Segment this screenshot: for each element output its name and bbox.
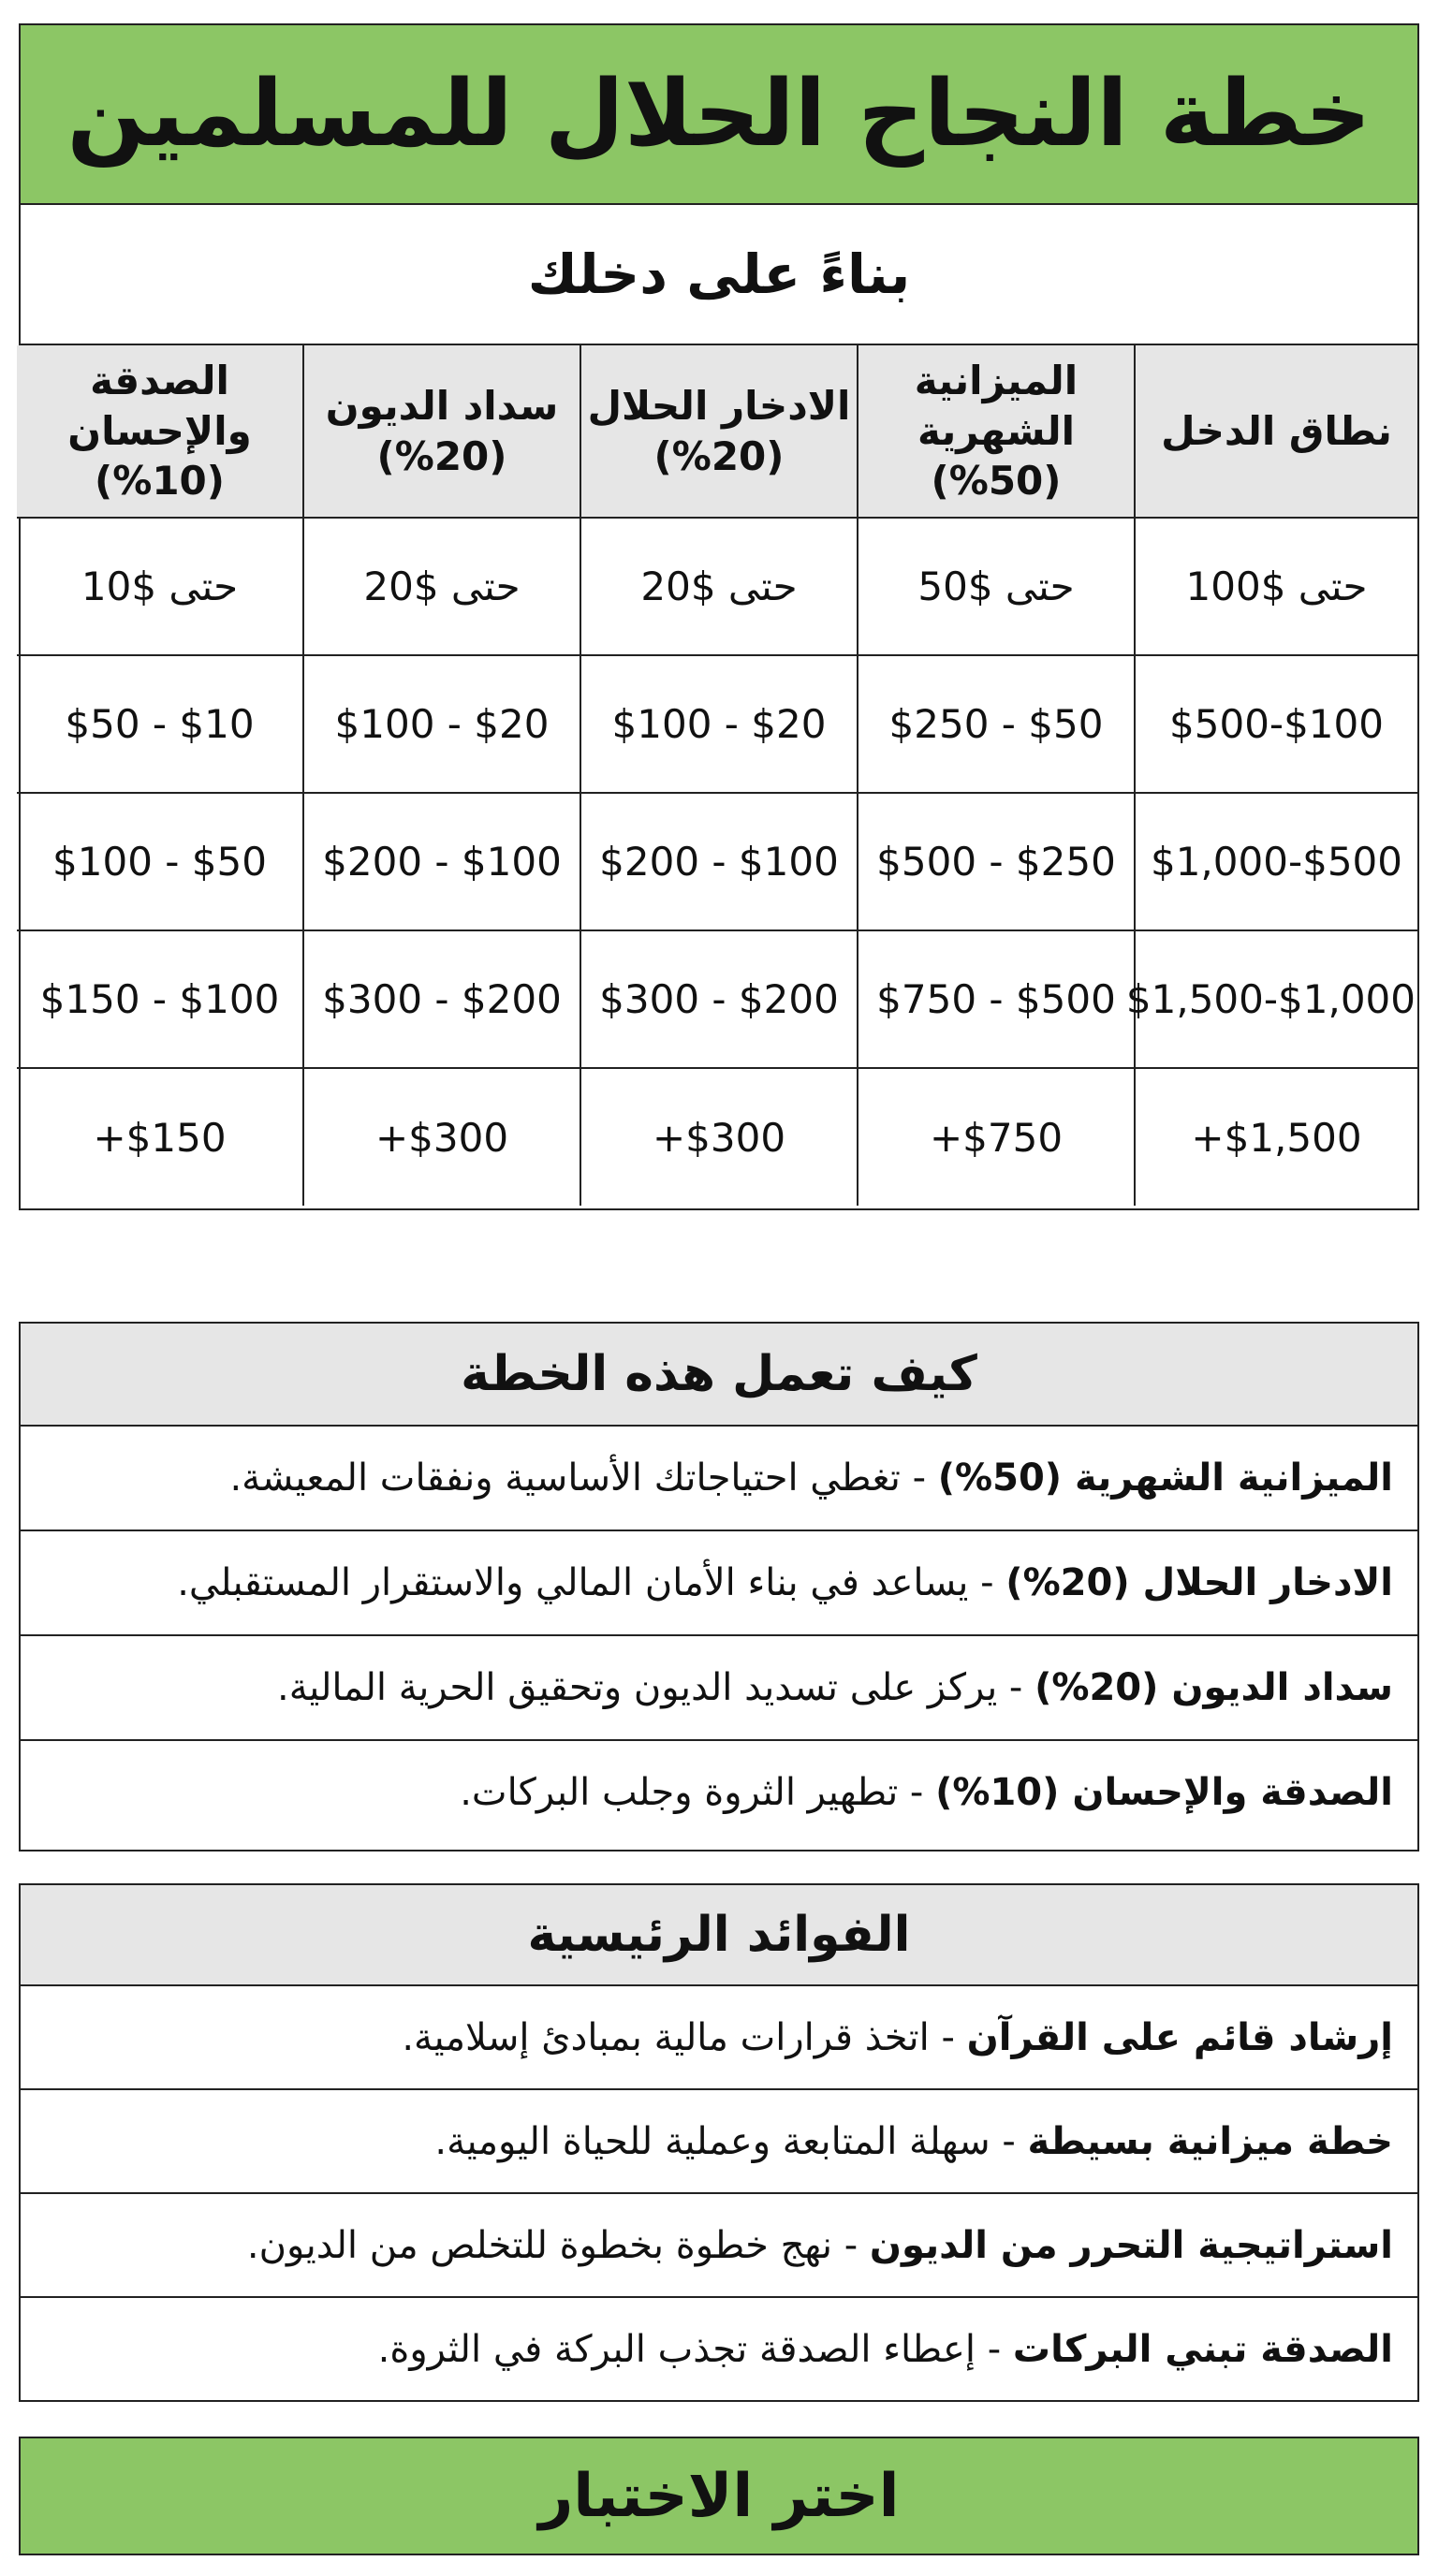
table-cell: $100 - $200 <box>303 793 580 930</box>
table-cell: $150+ <box>17 1068 303 1206</box>
table-cell: $50 - $100 <box>17 793 303 930</box>
item-label: استراتيجية التحرر من الديون <box>869 2223 1393 2267</box>
plan-card <box>19 23 1419 1210</box>
item-label: الادخار الحلال (20%) <box>1005 1561 1393 1604</box>
table-cell: $500 - $750 <box>858 930 1135 1068</box>
table-row <box>17 793 1417 930</box>
table-cell: حتى $50 <box>858 518 1135 655</box>
table-cell: $100-$500 <box>1135 655 1417 793</box>
table-row <box>17 1068 1417 1206</box>
item-label: سداد الديون (20%) <box>1034 1666 1393 1709</box>
item-label: إرشاد قائم على القرآن <box>966 2015 1393 2059</box>
table-header-row <box>17 345 1417 518</box>
table-cell: حتى $20 <box>303 518 580 655</box>
table-cell: $250 - $500 <box>858 793 1135 930</box>
column-header-income-range: نطاق الدخل <box>1135 345 1417 518</box>
list-item <box>21 1984 1417 2088</box>
column-header-halal-savings: الادخار الحلال (20%) <box>580 345 858 518</box>
item-text: - تطهير الثروة وجلب البركات. <box>460 1771 936 1814</box>
table-cell: $50 - $250 <box>858 655 1135 793</box>
income-allocation-table <box>17 345 1417 1206</box>
table-row <box>17 655 1417 793</box>
how-it-works-panel <box>19 1322 1419 1852</box>
item-text: - إعطاء الصدقة تجذب البركة في الثروة. <box>377 2327 1013 2371</box>
subtitle-banner <box>21 205 1417 345</box>
table-row <box>17 930 1417 1068</box>
item-text: - سهلة المتابعة وعملية للحياة اليومية. <box>434 2119 1028 2163</box>
table-cell: $10 - $50 <box>17 655 303 793</box>
page-subtitle: بناءً على دخلك <box>527 242 911 306</box>
list-item <box>21 2088 1417 2192</box>
column-header-charity: الصدقة والإحسان (10%) <box>17 345 303 518</box>
item-label: الميزانية الشهرية (50%) <box>937 1456 1393 1500</box>
item-text: - تغطي احتياجاتك الأساسية ونفقات المعيشة. <box>229 1456 938 1500</box>
table-cell: حتى $100 <box>1135 518 1417 655</box>
table-row <box>17 518 1417 655</box>
how-it-works-heading: كيف تعمل هذه الخطة <box>21 1324 1417 1425</box>
item-label: الصدقة تبني البركات <box>1012 2327 1393 2371</box>
column-header-debt-repayment: سداد الديون (20%) <box>303 345 580 518</box>
list-item <box>21 2296 1417 2400</box>
take-quiz-label: اختر الاختبار <box>538 2461 900 2531</box>
list-item <box>21 1425 1417 1530</box>
table-cell: $1,000-$1,500 <box>1135 930 1417 1068</box>
table-cell: $200 - $300 <box>580 930 858 1068</box>
item-label: خطة ميزانية بسيطة <box>1027 2119 1393 2163</box>
take-quiz-button[interactable] <box>19 2437 1419 2555</box>
column-header-monthly-budget: الميزانية الشهرية (50%) <box>858 345 1135 518</box>
list-item <box>21 2192 1417 2296</box>
table-cell: حتى $10 <box>17 518 303 655</box>
table-cell: $750+ <box>858 1068 1135 1206</box>
table-cell: $200 - $300 <box>303 930 580 1068</box>
item-text: - يركز على تسديد الديون وتحقيق الحرية المالية. <box>277 1666 1035 1709</box>
table-cell: $100 - $150 <box>17 930 303 1068</box>
list-item <box>21 1739 1417 1844</box>
table-cell: $20 - $100 <box>580 655 858 793</box>
table-cell: $300+ <box>580 1068 858 1206</box>
list-item <box>21 1634 1417 1739</box>
table-cell: حتى $20 <box>580 518 858 655</box>
page-title: خطة النجاح الحلال للمسلمين <box>66 61 1372 168</box>
item-text: - يساعد في بناء الأمان المالي والاستقرار المستقبلي. <box>177 1561 1006 1604</box>
item-text: - اتخذ قرارات مالية بمبادئ إسلامية. <box>402 2015 967 2059</box>
table-cell: $1,500+ <box>1135 1068 1417 1206</box>
key-benefits-panel <box>19 1883 1419 2402</box>
list-item <box>21 1530 1417 1634</box>
key-benefits-heading: الفوائد الرئيسية <box>21 1885 1417 1984</box>
table-cell: $300+ <box>303 1068 580 1206</box>
table-cell: $20 - $100 <box>303 655 580 793</box>
item-label: الصدقة والإحسان (10%) <box>935 1771 1393 1814</box>
table-cell: $500-$1,000 <box>1135 793 1417 930</box>
title-banner <box>21 25 1417 205</box>
table-cell: $100 - $200 <box>580 793 858 930</box>
item-text: - نهج خطوة بخطوة للتخلص من الديون. <box>246 2223 870 2267</box>
